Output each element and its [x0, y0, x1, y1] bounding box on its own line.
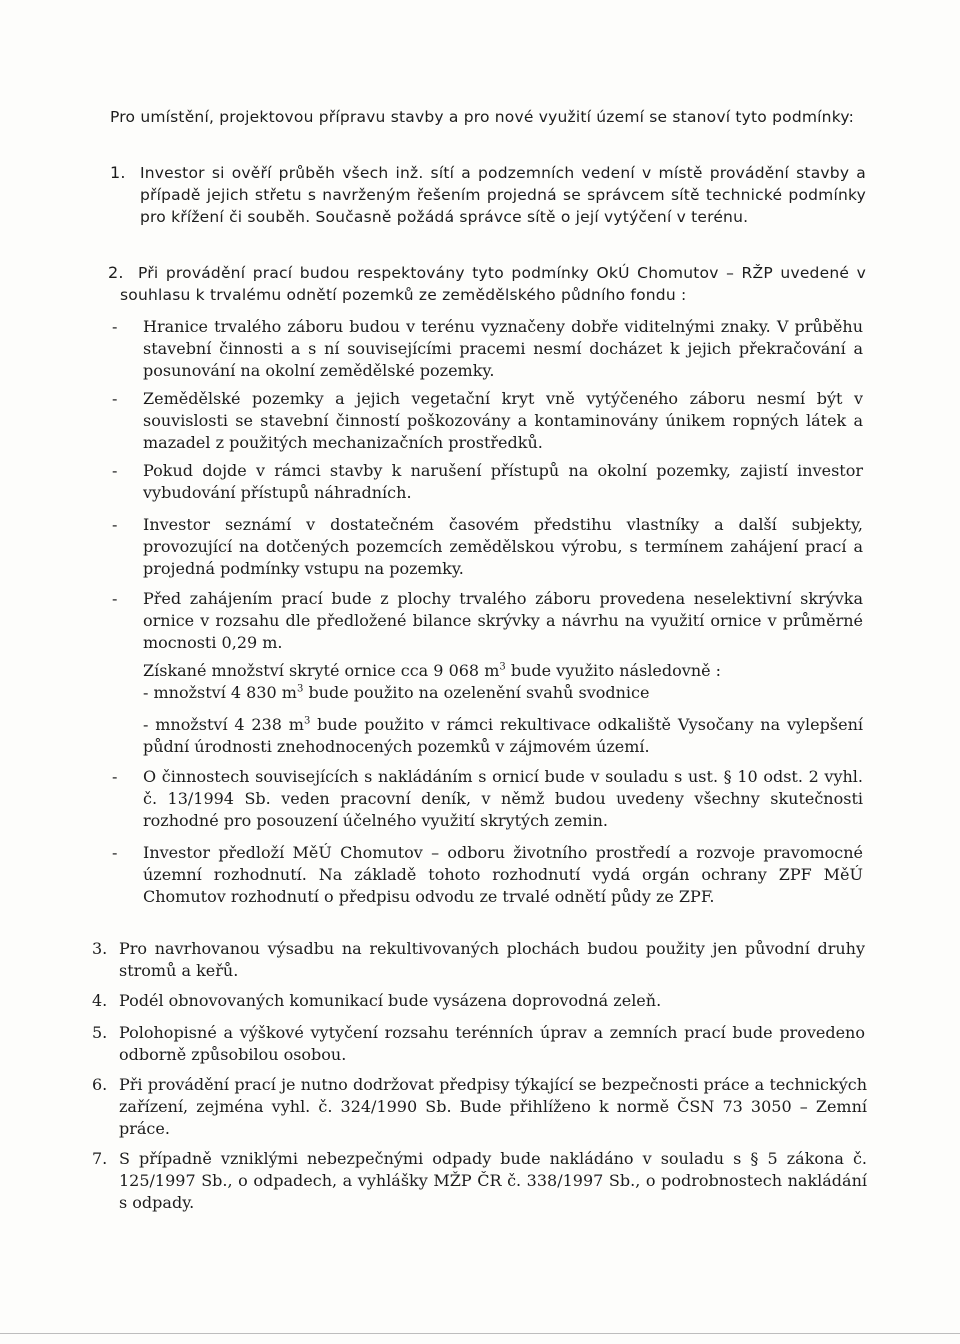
sub-item-7: Investor předloží MěÚ Chomutov – odboru životního prostředí a rozvoje pravomocné územní rozhodnutí. Na základě tohoto rozhodnutí vydá orgán ochrany ZPF MěÚ Chomutov rozhodnutí o předpisu odvodu ze trvalé odnětí půdy ze ZPF.: [143, 843, 863, 906]
sub-item-5: Před zahájením prací bude z plochy trvalého záboru provedena neselektivní skrývka ornice v rozsahu dle předložené bilance skrývky a návrhu na využití ornice v průměrné mocnosti 0,29 m.: [143, 589, 863, 652]
sub-item-4: Investor seznámí v dostatečném časovém předstihu vlastníky a další subjekty, provozující na dotčených pozemcích zemědělskou výrobu, s termínem zahájení prací a projedná podmínky vstupu na pozemky.: [143, 515, 863, 578]
item-number-2: 2.: [108, 263, 124, 282]
intro-paragraph: Pro umístění, projektovou přípravu stavby a pro nové využití území se stanoví tyto podmínky:: [110, 108, 854, 126]
item-text-6: Při provádění prací je nutno dodržovat předpisy týkající se bezpečnosti práce a technických zařízení, zejména vyhl. č. 324/1990 Sb. Bude přihlíženo k normě ČSN 73 3050 – Zemní práce.: [119, 1075, 867, 1138]
page-bottom-rule: [0, 1333, 960, 1334]
sub-item-2: Zemědělské pozemky a jejich vegetační kryt vně vytýčeného záboru nesmí být v souvislosti se stavební činností poškozovány a kontaminovány únikem ropných látek a mazadel z použitých mechanizačních prostředků.: [143, 389, 863, 452]
item-text-4: Podél obnovovaných komunikací bude vysázena doprovodná zeleň.: [119, 991, 662, 1010]
item-number-7: 7.: [92, 1149, 108, 1168]
item-text-5: Polohopisné a výškové vytyčení rozsahu terénních úprav a zemních prací bude provedeno odborně způsobilou osobou.: [119, 1023, 865, 1064]
item-number-6: 6.: [92, 1075, 108, 1094]
item-number-4: 4.: [92, 991, 108, 1010]
item-text-7: S případně vzniklými nebezpečnými odpady bude nakládáno v souladu s § 5 zákona č. 125/1997 Sb., o odpadech, a vyhlášky MŽP ČR č. 338/1997 Sb., o podrobnostech nakládání s odpady.: [119, 1149, 867, 1212]
item-number-5: 5.: [92, 1023, 108, 1042]
item-text-2: Při provádění prací budou respektovány tyto podmínky OkÚ Chomutov – RŽP uvedené v souhlasu k trvalému odnětí pozemků ze zemědělského půdního fondu :: [120, 264, 866, 304]
sub-item-3: Pokud dojde v rámci stavby k narušení přístupů na okolní pozemky, zajistí investor vybudování přístupů náhradních.: [143, 461, 863, 502]
sub-dash-3: -: [112, 461, 118, 480]
sub-item-1: Hranice trvalého záboru budou v terénu vyznačeny dobře viditelnými znaky. V průběhu stavební činnosti a s ní souvisejícími pracemi nesmí docházet k jejich překračování a posunování na okolní zemědělské pozemky.: [143, 317, 863, 380]
topsoil-usage-1: - množství 4 830 $m^3$ bude použito na ozelenění svahů svodnice: [143, 683, 650, 702]
sub-dash-6: -: [112, 767, 118, 786]
topsoil-summary: Získané množství skryté ornice cca 9 068 $m^3$ bude využito následovně :: [143, 661, 722, 680]
sub-dash-4: -: [112, 515, 118, 534]
sub-item-6: O činnostech souvisejících s nakládáním s ornicí bude v souladu s ust. § 10 odst. 2 vyhl. č. 13/1994 Sb. veden pracovní deník, v němž budou uvedeny všechny skutečnosti rozhodné pro posouzení účelného využití skrytých zemin.: [143, 767, 863, 830]
item-text-3: Pro navrhovanou výsadbu na rekultivovaných plochách budou použity jen původní druhy stromů a keřů.: [119, 939, 865, 980]
sub-dash-7: -: [112, 843, 118, 862]
sub-dash-1: -: [112, 317, 118, 336]
item-number-1: 1.: [110, 163, 126, 182]
sub-dash-5: -: [112, 589, 118, 608]
sub-dash-2: -: [112, 389, 118, 408]
item-number-3: 3.: [92, 939, 108, 958]
topsoil-usage-2: - množství 4 238 $m^3$ bude použito v rámci rekultivace odkaliště Vysočany na vylepšení půdní úrodnosti znehodnocených pozemků v zájmovém území.: [143, 715, 863, 756]
item-text-1: Investor si ověří průběh všech inž. sítí a podzemních vedení v místě provádění stavby a případě jejich střetu s navrženým řešením projedná se správcem sítě technické podmínky pro křížení či souběh. Současně požádá správce sítě o její vytýčení v terénu.: [140, 164, 866, 226]
